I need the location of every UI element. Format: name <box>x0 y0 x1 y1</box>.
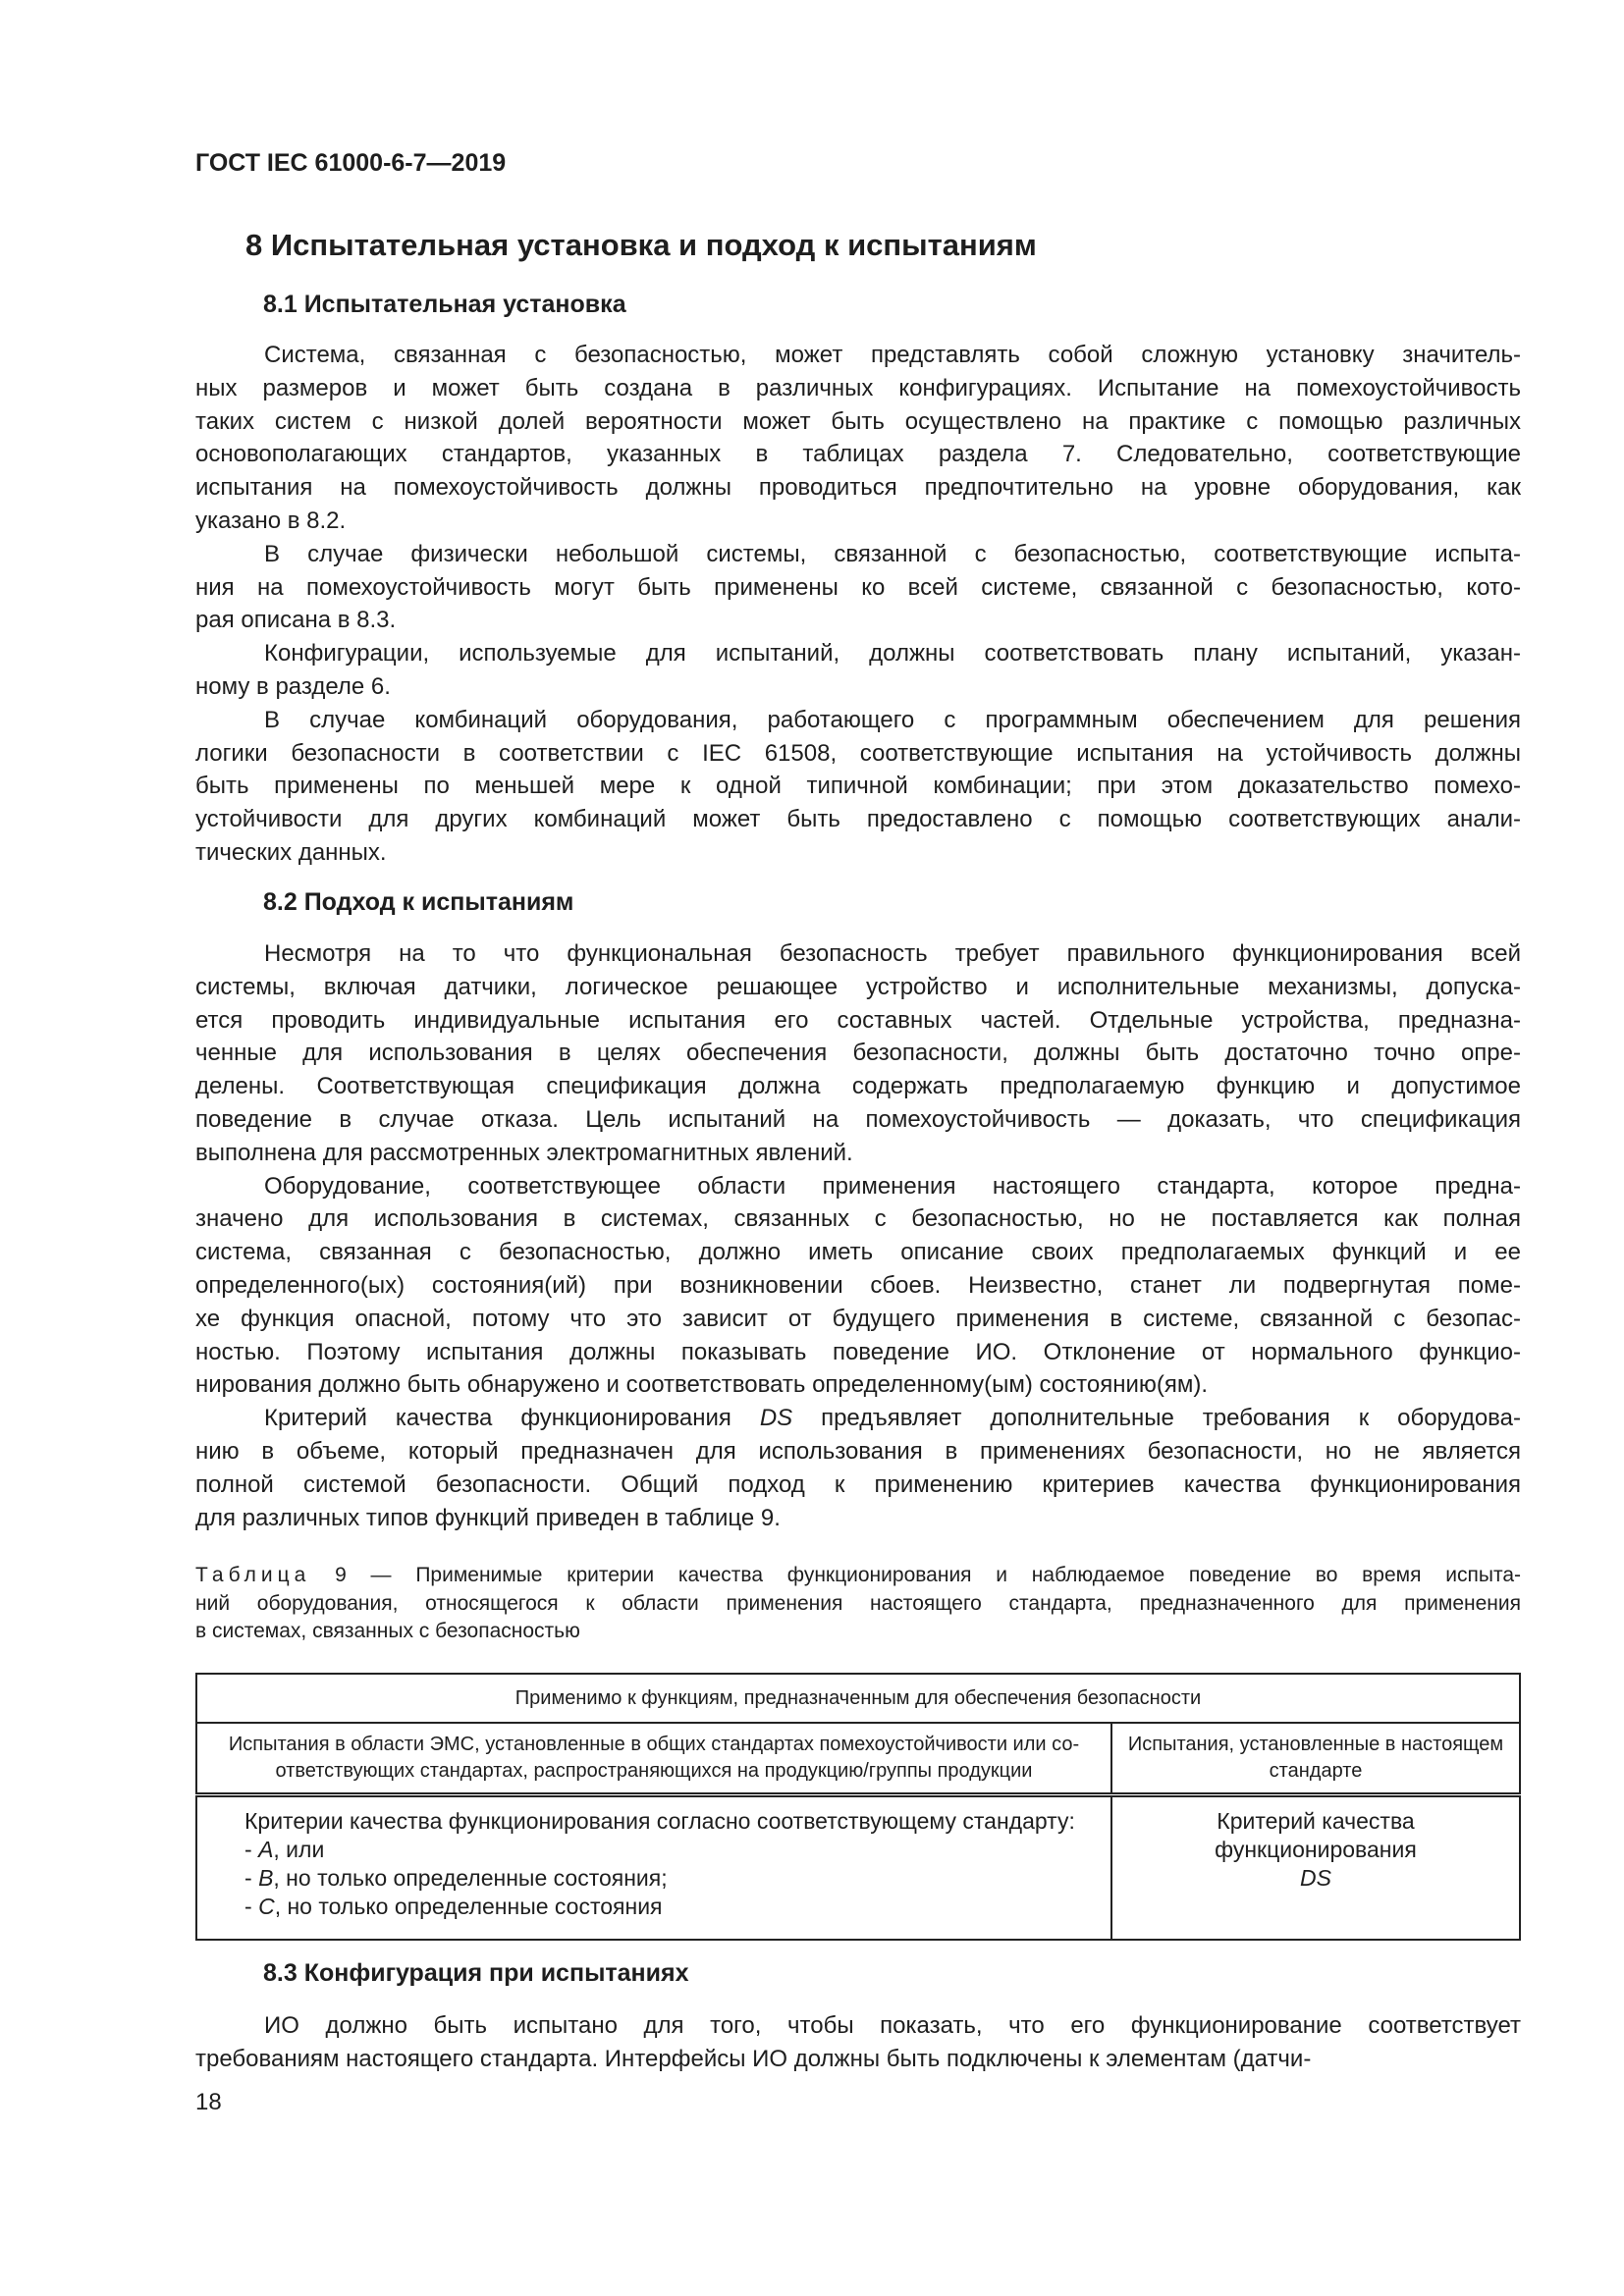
caption-label: Таблица <box>195 1564 311 1586</box>
caption-line: ний оборудования, относящегося к области применения настоящего стандарта, предназначенного для применения <box>195 1591 1521 1615</box>
text-line: ется проводить индивидуальные испытания его составных частей. Отдельные устройства, предназна- <box>195 1006 1521 1034</box>
document-header: ГОСТ IEC 61000-6-7—2019 <box>195 149 507 177</box>
text-line <box>195 1402 1521 1435</box>
text-line: для различных типов функций приведен в таблице 9. <box>195 1504 781 1531</box>
text-line: значено для использования в системах, связанных с безопасностью, но не поставляется как полная <box>195 1205 1521 1233</box>
text-segment: DS <box>759 1405 793 1432</box>
criteria-item: - B, но только определенные состояния; <box>244 1865 668 1891</box>
page-number: 18 <box>195 2089 222 2115</box>
table-col1-header: Испытания в области ЭМС, установленные в общих стандартах помехоустойчивости или со-ответствующих стандартах, распространяющихся на продукцию/группы продукции <box>196 1723 1111 1795</box>
text-line: нирования должно быть обнаружено и соответствовать определенному(ым) состоянию(ям). <box>195 1371 1209 1399</box>
text-line: Система, связанная с безопасностью, может представлять собой сложную установку значитель- <box>264 342 1521 368</box>
table-9 <box>195 1673 1521 1941</box>
table-col2-body <box>1111 1795 1520 1941</box>
text-line: Несмотря на то что функциональная безопасность требует правильного функционирования всей <box>264 940 1521 967</box>
text-line: испытания на помехоустойчивость должны проводиться предпочтительно на уровне оборудования, как <box>195 474 1521 502</box>
table-caption <box>195 1562 1521 1646</box>
text-line: выполнена для рассмотренных электромагнитных явлений. <box>195 1139 853 1166</box>
text-line: устойчивости для других комбинаций может быть предоставлено с помощью соответствующих анали- <box>195 806 1521 833</box>
text-line: ному в разделе 6. <box>195 672 391 700</box>
text-line: В случае физически небольшой системы, связанной с безопасностью, соответствующие испыта- <box>264 540 1521 567</box>
text-line: делены. Соответствующая спецификация должна содержать предполагаемую функцию и допустимое <box>195 1073 1521 1100</box>
criteria-intro: Критерии качества функционирования согласно соответствующему стандарту: <box>244 1808 1075 1834</box>
caption-line: в системах, связанных с безопасностью <box>195 1620 580 1643</box>
subsection-8-2-body <box>195 937 1521 1534</box>
caption-line <box>195 1562 1521 1590</box>
text-line: быть применены по меньшей мере к одной типичной комбинации; при этом доказательство помехо- <box>195 773 1521 800</box>
text-line: полной системой безопасности. Общий подход к применению критериев качества функционирования <box>195 1470 1521 1498</box>
text-line: рая описана в 8.3. <box>195 607 397 634</box>
table-header-applicable: Применимо к функциям, предназначенным для обеспечения безопасности <box>196 1674 1520 1723</box>
text-line: система, связанная с безопасностью, должно иметь описание своих предполагаемых функций и ее <box>195 1239 1521 1266</box>
text-line: таких систем с низкой долей вероятности может быть осуществлено на практике с помощью различных <box>195 407 1521 435</box>
text-line: нию в объеме, который предназначен для использования в применениях безопасности, но не является <box>195 1437 1521 1465</box>
subsection-8-2-title: 8.2 Подход к испытаниям <box>263 888 574 916</box>
text-line: ностью. Поэтому испытания должны показывать поведение ИО. Отклонение от нормального функцио- <box>195 1338 1521 1365</box>
text-line: ИО должно быть испытано для того, чтобы показать, что его функционирование соответствует <box>264 2012 1521 2039</box>
text-line: основополагающих стандартов, указанных в таблицах раздела 7. Следовательно, соответствующие <box>195 441 1521 468</box>
table-col1-body <box>196 1795 1111 1941</box>
caption-text: 9 — Применимые критерии качества функционирования и наблюдаемое поведение во время испыта- <box>310 1564 1521 1586</box>
subsection-8-3-body <box>195 2009 1521 2076</box>
criterion-line: Критерий качества <box>1217 1808 1415 1834</box>
text-line: определенного(ых) состояния(ий) при возникновении сбоев. Неизвестно, станет ли подвергнутая поме- <box>195 1271 1521 1299</box>
table-col2-header: Испытания, установленные в настоящем стандарте <box>1111 1723 1520 1795</box>
subsection-8-3-title: 8.3 Конфигурация при испытаниях <box>263 1959 689 1987</box>
criteria-item: - A, или <box>244 1837 325 1862</box>
criterion-line: функционирования <box>1215 1837 1417 1862</box>
text-line: указано в 8.2. <box>195 507 347 534</box>
text-line: ных размеров и может быть создана в различных конфигурациях. Испытание на помехоустойчивость <box>195 374 1521 401</box>
text-line: хе функция опасной, потому что это зависит от будущего применения в системе, связанной с безопас- <box>195 1305 1521 1332</box>
section-title: 8 Испытательная установка и подход к испытаниям <box>245 228 1037 262</box>
text-line: системы, включая датчики, логическое решающее устройство и исполнительные механизмы, допуска- <box>195 973 1521 1000</box>
text-segment: Критерий качества функционирования <box>264 1405 760 1432</box>
subsection-8-1-title: 8.1 Испытательная установка <box>263 291 626 318</box>
text-line: тических данных. <box>195 838 387 866</box>
text-line: ченные для использования в целях обеспечения безопасности, должны быть достаточно точно опре- <box>195 1040 1521 1067</box>
text-line: Конфигурации, используемые для испытаний, должны соответствовать плану испытаний, указан- <box>264 640 1521 667</box>
subsection-8-1-body <box>195 339 1521 870</box>
text-line: Оборудование, соответствующее области применения настоящего стандарта, которое предна- <box>264 1172 1521 1200</box>
text-line: логики безопасности в соответствии с IEC 61508, соответствующие испытания на устойчивость должны <box>195 739 1521 767</box>
criteria-item: - C, но только определенные состояния <box>244 1894 663 1919</box>
text-line: ния на помехоустойчивость могут быть применены ко всей системе, связанной с безопасностью, кото- <box>195 573 1521 601</box>
text-segment: предъявляет дополнительные требования к оборудова- <box>792 1405 1522 1432</box>
text-line: поведение в случае отказа. Цель испытаний на помехоустойчивость — доказать, что спецификация <box>195 1105 1521 1133</box>
text-line: требованиям настоящего стандарта. Интерфейсы ИО должны быть подключены к элементам (датчи- <box>195 2045 1312 2072</box>
text-line: В случае комбинаций оборудования, работающего с программным обеспечением для решения <box>264 706 1521 733</box>
criterion-ds: DS <box>1300 1865 1331 1891</box>
